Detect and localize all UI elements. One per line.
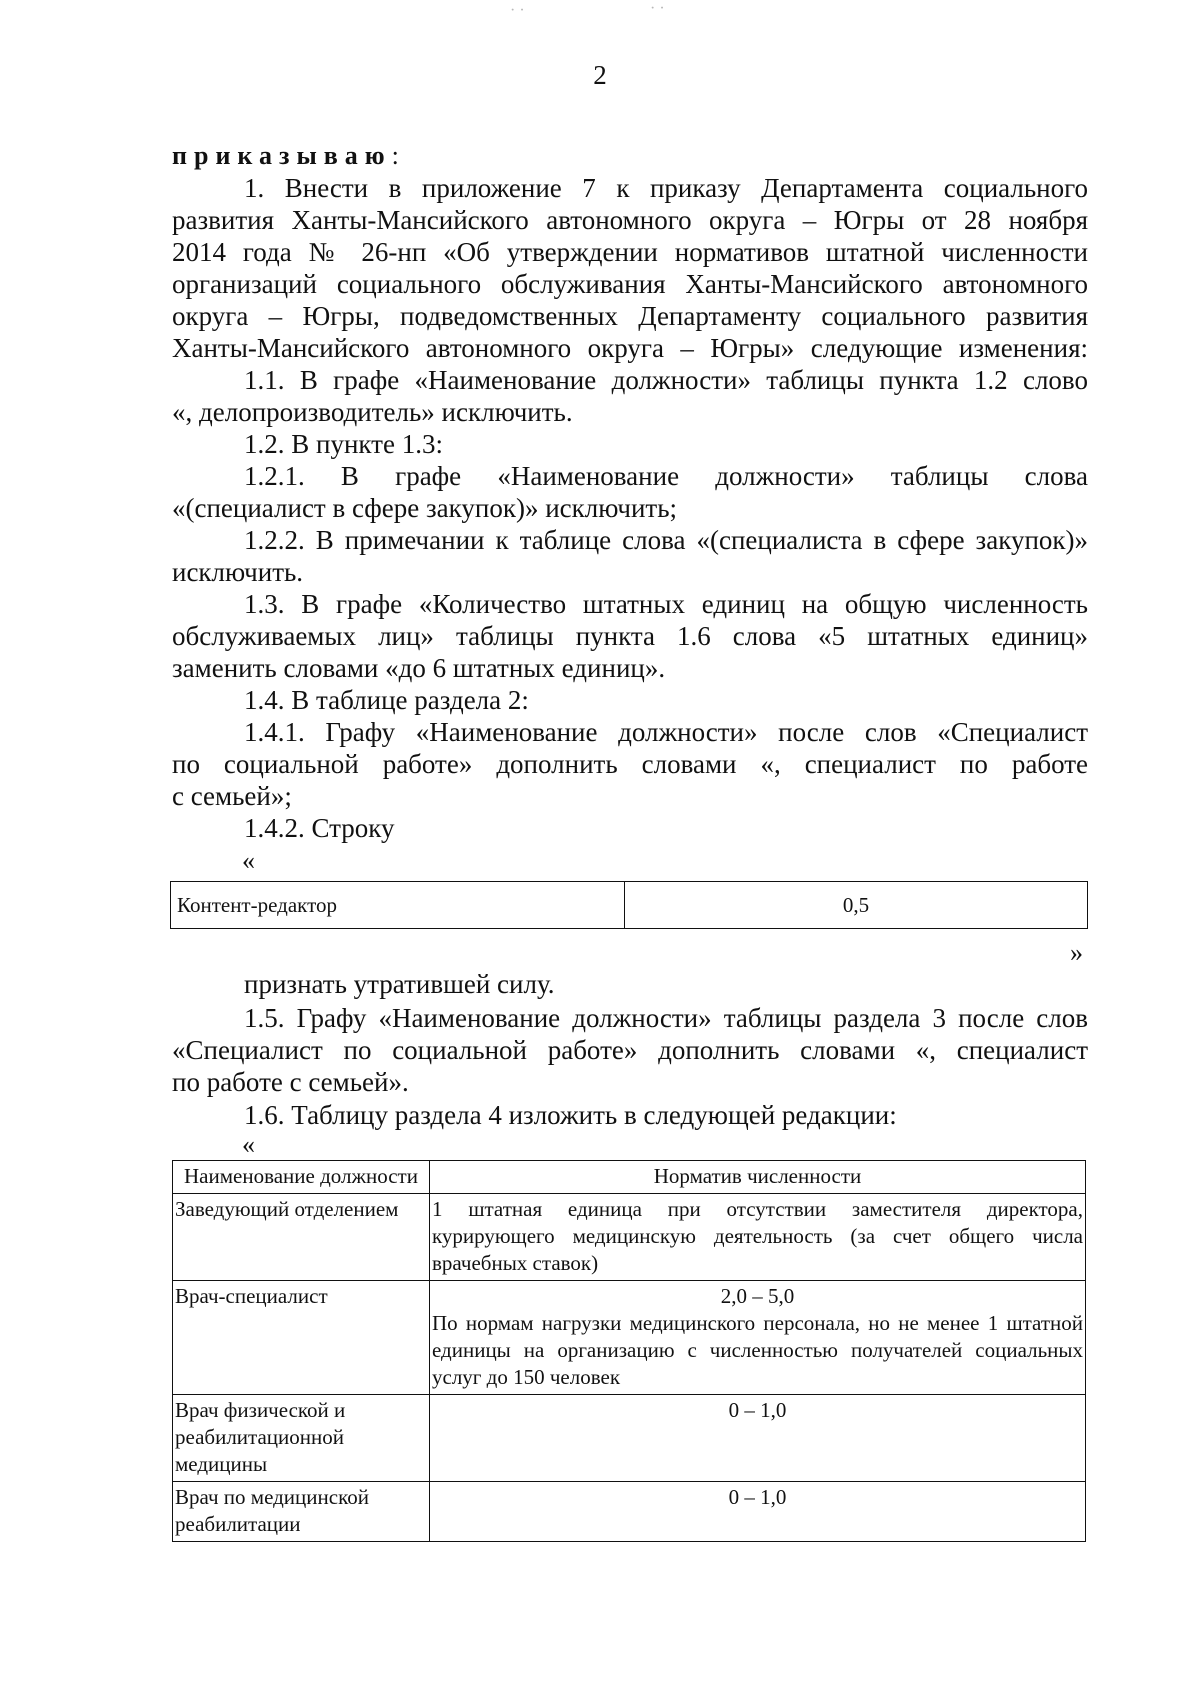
header-norm: Норматив численности bbox=[430, 1161, 1086, 1194]
table-row bbox=[173, 1395, 1086, 1482]
page-number: 2 bbox=[593, 60, 607, 90]
header-position: Наименование должности bbox=[173, 1161, 430, 1194]
quote-close: » bbox=[1070, 938, 1083, 967]
row-norm: 1 штатная единица при отсутствии заместителя директора, курирующего медицинскую деятельность (за счет общего числа врачебных ставок) bbox=[430, 1194, 1086, 1281]
quote-open-table: « bbox=[242, 1130, 255, 1159]
row-range: 0 – 1,0 bbox=[430, 1482, 1086, 1542]
row-name: Врач физической и реабилитационной медицины bbox=[173, 1395, 430, 1482]
row-name: Врач по медицинской реабилитации bbox=[173, 1482, 430, 1542]
old-row-table bbox=[170, 881, 1088, 929]
row-norm: По нормам нагрузки медицинского персонала, но не менее 1 штатной единицы на организацию с численностью получателей социальных услуг до 150 человек bbox=[432, 1311, 1083, 1389]
paragraph-1-4: 1.4. В таблице раздела 2: bbox=[244, 685, 529, 715]
paragraph-1-2: 1.2. В пункте 1.3: bbox=[244, 429, 443, 459]
paragraph-1-5: 1.5. Графу «Наименование должности» таблицы раздела 3 после слов «Специалист по социальной работе» дополнить словами «, специалист по работе с семьей». bbox=[172, 1003, 1088, 1097]
row-range: 2,0 – 5,0 bbox=[720, 1284, 795, 1308]
paragraph-1-3: 1.3. В графе «Количество штатных единиц на общую численность обслуживаемых лиц» таблицы пункта 1.6 слова «5 штатных единиц» заменить словами «до 6 штатных единиц». bbox=[172, 589, 1088, 683]
row-name: Заведующий отделением bbox=[173, 1194, 430, 1281]
scan-speck: · · bbox=[510, 2, 525, 19]
paragraph-1-6: 1.6. Таблицу раздела 4 изложить в следующей редакции: bbox=[244, 1100, 897, 1130]
paragraph-1-4-2: 1.4.2. Строку bbox=[244, 813, 395, 843]
section-4-table bbox=[172, 1160, 1086, 1542]
paragraph-1-4-1: 1.4.1. Графу «Наименование должности» после слов «Специалист по социальной работе» дополнить словами «, специалист по работе с семьей»; bbox=[172, 717, 1088, 811]
row-norm-cell bbox=[430, 1281, 1086, 1395]
paragraph-1-4-2-end: признать утратившей силу. bbox=[244, 969, 555, 999]
table-row bbox=[173, 1194, 1086, 1281]
paragraph-1-2-2: 1.2.2. В примечании к таблице слова «(специалиста в сфере закупок)» исключить. bbox=[172, 525, 1088, 587]
table-header-row bbox=[173, 1161, 1086, 1194]
row-name: Врач-специалист bbox=[173, 1281, 430, 1395]
row-range: 0 – 1,0 bbox=[430, 1395, 1086, 1482]
paragraph-1-2-1: 1.2.1. В графе «Наименование должности» таблицы слова «(специалист в сфере закупок)» исключить; bbox=[172, 461, 1088, 523]
table-row bbox=[173, 1482, 1086, 1542]
order-word: приказываю: bbox=[172, 141, 399, 170]
table-row bbox=[173, 1281, 1086, 1395]
quote-open: « bbox=[242, 846, 255, 875]
old-row-value: 0,5 bbox=[625, 882, 1088, 929]
scan-speck: · · bbox=[650, 0, 665, 17]
old-row-name: Контент-редактор bbox=[171, 882, 625, 929]
paragraph-1: 1. Внести в приложение 7 к приказу Департамента социального развития Ханты-Мансийского автономного округа – Югры от 28 ноября 2014 года № 26-нп «Об утверждении нормативов штатной численности организаций социального обслуживания Ханты-Мансийского автономного округа – Югры, подведомственных Департаменту социального развития Ханты-Мансийского автономного округа – Югры» следующие изменения: bbox=[172, 173, 1088, 363]
paragraph-1-1: 1.1. В графе «Наименование должности» таблицы пункта 1.2 слово «, делопроизводитель» исключить. bbox=[172, 365, 1088, 427]
table-row bbox=[171, 882, 1088, 929]
